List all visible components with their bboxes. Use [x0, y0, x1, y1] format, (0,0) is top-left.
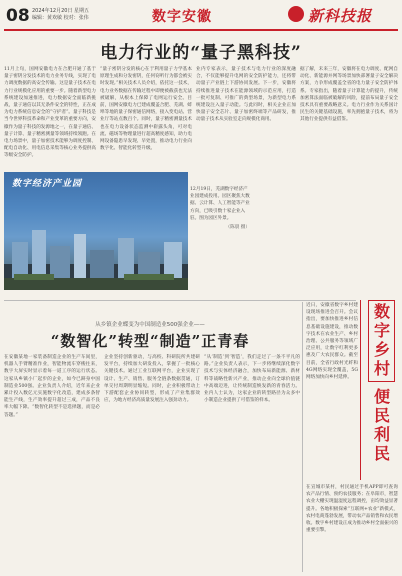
date-line	[32, 8, 122, 22]
news-photo	[4, 172, 188, 290]
photo-credit: （陈晨 摄）	[225, 225, 250, 231]
masthead-rule	[4, 29, 398, 31]
column-divider	[302, 302, 303, 572]
section-title: 数字安徽	[152, 9, 212, 25]
second-article-kicker: 从乡镇企业蝶变为中国制造业500强企业——	[95, 322, 205, 328]
main-article-col-3: 业内专家表示，量子技术与电力行业的深度融合，不仅能够提升电网的安全防护能力，还将带动量子产业链上下游协同发展。下一步，安徽将持续推进量子技术在能源领域的示范应用，打造一批可复制、可推广的典型场景，为新型电力系统建设注入量子动能。与此同时，相关企业正加快量子安全芯片、量子加密终端等产品研发，推动量子技术从实验室走向规模化商用。	[196, 67, 296, 123]
side-banner	[364, 300, 398, 480]
second-article-col-2: 企业坚持创新驱动，与高校、科研院所共建研发平台，持续加大研发投入，掌握了一批核心关键技术。通过工业互联网平台，企业实现了设计、生产、销售、服务全链条数据贯通，订单交付周期明显缩短。同时，企业积极带动上下游配套企业协同转型，形成了产业集群效应，为地方经济高质量发展注入强劲动力。	[104, 355, 200, 404]
photo-skyline	[4, 212, 188, 290]
logo-seal-icon	[288, 6, 304, 22]
banner-boxed-text: 数字乡村	[368, 300, 395, 382]
editor-line: 编辑：黄欢敏 校对：张伟	[32, 15, 89, 21]
banner-plain-text: 便民利民	[371, 388, 391, 464]
newspaper-logo	[288, 4, 396, 28]
issue-date: 2024年12月20日 星期五	[32, 8, 90, 14]
second-article-headline: “数智化”转型“制造”正青春	[50, 332, 250, 350]
main-article-col-2: “量子密钥分发的核心在于利用量子力学基本原理生成和分发密钥，任何窃听行为都会被实时发现。”相关技术人员介绍，依托这一技术，电力业务数据在传输过程中即便被截获也无法被破解，从根本上保障了电网运行安全。目前，国网安徽电力已建成覆盖合肥、芜湖、蚌埠等地的量子保密通信网络，接入变电站、营业厅等站点数百个。同时，量子精密测量技术也在电力设备状态监测中崭露头角，可对电流、磁场等物理量进行超高精度感知，助力电网设备隐患早发现、早处置，推动电力行业向数字化、智能化转型升级。	[100, 67, 192, 152]
second-article-col-3: “从‘制造’到‘智造’，我们走过了一条不平凡的路。”企业负责人表示，下一步将继续深化数字技术与实体经济融合，加快布局新能源、新材料等战略性新兴产业，推动企业向全球价值链中高端迈进，让传统制造焕发新的青春活力。业内人士认为，这家企业的转型路径为众多中小制造企业提供了可借鉴的样本。	[204, 355, 300, 404]
article-divider	[4, 300, 356, 301]
page-number: 08	[6, 6, 30, 26]
side-column-top: 近日，安徽省数字乡村建设现场推进会召开。会议指出，要加快推进乡村信息基础设施建设，推动数字技术在农业生产、乡村治理、公共服务等领域广泛应用，让数字红利更多惠及广大农民群众。截至目前，全省行政村光纤和4G网络实现全覆盖，5G网络加快向乡村延伸。	[306, 303, 358, 381]
photo-caption	[190, 186, 250, 231]
banner-rule	[360, 300, 361, 480]
logo-text: 新科技报	[308, 7, 373, 25]
main-headline: 电力行业的“量子黑科技”	[100, 43, 302, 63]
main-article-col-1: 11月上旬，国网安徽电力在合肥开通了基于量子密钥分发技术的电力业务专线，实现了电力调度数据的高安全传输。这是量子技术在电力行业规模化应用的重要一步。随着新型电力系统建设加速推进，电力数据安全面临新挑战，量子通信以其无条件安全的特性，正在成为电力系统信息安全的“守护者”。量子科技是当今世界科技革命和产业变革的重要方向，安徽作为量子科技的发源地之一，在量子通信、量子计算、量子精密测量等领域持续领跑。在电力场景中，量子加密技术能够为调度控制、配电自动化、用电信息采集等核心业务提供高等级安全防护。	[4, 67, 96, 159]
photo-title: 数字经济产业园	[12, 179, 83, 189]
side-column-bottom: 在宣城市某村，村民通过手机APP即可查询农产品行情、预约农技服务；在阜阳市，智慧农业大棚实现温湿度远程调控，亩均效益显著提升。各地积极探索“互联网+农业”新模式，农村电商蓬勃发展，带动农产品销售和农民增收。数字乡村建设正成为推动乡村全面振兴的重要引擎。	[306, 485, 398, 534]
photo-caption-text: 12月19日，芜湖数字经济产业园建成投用。园区聚焦大数据、云计算、人工智能等产业方向，已吸引数十家企业入驻。图为园区外景。	[190, 187, 250, 221]
second-article-col-1: 在安徽某地一家装备制造企业的生产车间里，机器人手臂精准作业，智能物流车穿梭往来，数字大屏实时显示着每一道工序的运行状态。这家从乡镇小厂起步的企业，如今已跻身中国制造业500强。企业负责人介绍，近年来企业累计投入数亿元实施数字化改造，建成多条智能生产线，生产效率提升超过三成，产品不良率大幅下降。“数智化转型不是选择题，而是必答题。”	[4, 355, 100, 418]
masthead	[4, 2, 398, 32]
main-article-col-4: 据了解，未来三年，安徽将在电力调度、配网自动化、新能源并网等场景加快部署量子安全解决方案，力争形成覆盖全省的电力量子安全防护体系。专家指出，随着量子计算能力的提升，传统加密算法面临被破解的风险，提前布局量子安全技术具有重要战略意义。电力行业作为关系国计民生的关键基础设施，率先拥抱量子技术，将为其他行业提供有益借鉴。	[300, 67, 398, 123]
